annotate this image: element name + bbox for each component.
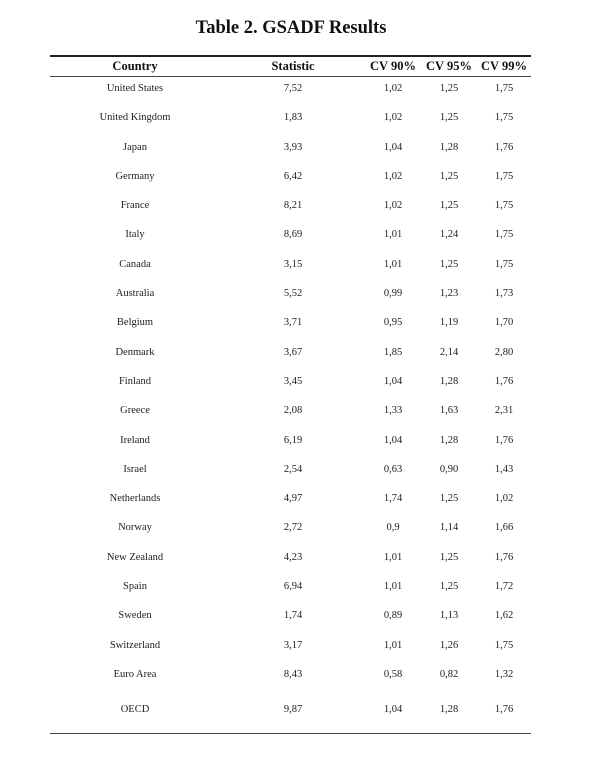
cell-country: Greece — [120, 405, 150, 417]
cell-cv95: 1,24 — [439, 229, 459, 241]
cell-statistic: 9,87 — [283, 704, 303, 716]
cell-cv95: 1,28 — [439, 704, 459, 716]
table-row — [0, 581, 607, 610]
cell-cv90: 1,02 — [383, 112, 403, 124]
table-row — [0, 435, 607, 464]
cell-cv95: 1,25 — [439, 112, 459, 124]
table-row — [0, 640, 607, 669]
cell-country: Spain — [123, 581, 147, 593]
cell-cv99: 1,75 — [494, 83, 514, 94]
cell-cv99: 1,76 — [494, 434, 514, 446]
cell-cv90: 1,02 — [383, 170, 403, 182]
cell-statistic: 8,69 — [283, 229, 303, 241]
cell-cv95: 1,25 — [439, 258, 459, 270]
cell-country: United States — [106, 83, 164, 94]
cell-cv90: 1,01 — [383, 258, 403, 270]
cell-cv99: 1,76 — [494, 551, 514, 563]
cell-country: Belgium — [116, 317, 154, 329]
header-cv90: CV 90% — [370, 59, 416, 73]
cell-country: France — [120, 200, 150, 212]
cell-country: Ireland — [120, 434, 150, 446]
cell-cv90: 1,02 — [383, 200, 403, 212]
cell-cv90: 1,01 — [383, 229, 403, 241]
cell-cv95: 1,63 — [439, 405, 459, 417]
cell-country: Sweden — [118, 610, 152, 622]
cell-cv95: 1,25 — [439, 200, 459, 212]
cell-statistic: 1,74 — [283, 610, 303, 622]
table-row — [0, 704, 607, 733]
cell-cv90: 1,04 — [383, 434, 403, 446]
cell-cv90: 0,9 — [386, 522, 400, 534]
cell-cv99: 1,76 — [494, 375, 514, 387]
cell-cv95: 1,28 — [439, 375, 459, 387]
cell-statistic: 1,83 — [283, 112, 303, 124]
cell-statistic: 3,17 — [283, 639, 303, 651]
cell-statistic: 3,93 — [283, 141, 303, 153]
table-row — [0, 405, 607, 434]
table-header — [0, 59, 607, 75]
cell-statistic: 2,08 — [283, 405, 303, 417]
cell-statistic: 8,43 — [283, 668, 303, 680]
table-row — [0, 610, 607, 639]
table-row — [0, 259, 607, 288]
table-row — [0, 522, 607, 551]
cell-cv90: 1,04 — [383, 141, 403, 153]
cell-country: New Zealand — [106, 551, 164, 563]
cell-country: Australia — [115, 288, 155, 300]
cell-country: Norway — [118, 522, 152, 534]
cell-country: Italy — [125, 229, 145, 241]
table-row — [0, 493, 607, 522]
cell-cv99: 1,70 — [494, 317, 514, 329]
cell-cv95: 1,28 — [439, 434, 459, 446]
table-row — [0, 464, 607, 493]
cell-cv95: 1,14 — [439, 522, 459, 534]
cell-cv99: 2,31 — [494, 405, 514, 417]
cell-cv90: 1,01 — [383, 551, 403, 563]
cell-statistic: 6,42 — [283, 170, 303, 182]
cell-cv99: 1,66 — [494, 522, 514, 534]
cell-cv99: 1,75 — [494, 200, 514, 212]
header-rule — [50, 76, 531, 77]
table-row — [0, 347, 607, 376]
cell-country: Israel — [123, 463, 147, 475]
table-row — [0, 288, 607, 317]
cell-statistic: 4,23 — [283, 551, 303, 563]
table-row — [0, 552, 607, 581]
cell-statistic: 3,15 — [283, 258, 303, 270]
cell-cv90: 1,74 — [383, 493, 403, 505]
table-row — [0, 171, 607, 200]
cell-cv90: 1,04 — [383, 704, 403, 716]
header-cv99: CV 99% — [481, 59, 527, 73]
cell-cv95: 0,82 — [439, 668, 459, 680]
cell-cv95: 1,25 — [439, 83, 459, 94]
cell-statistic: 3,71 — [283, 317, 303, 329]
header-country: Country — [112, 59, 158, 73]
cell-cv90: 0,89 — [383, 610, 403, 622]
cell-cv90: 1,33 — [383, 405, 403, 417]
cell-country: Denmark — [115, 346, 155, 358]
cell-cv99: 1,75 — [494, 639, 514, 651]
cell-statistic: 2,54 — [283, 463, 303, 475]
cell-statistic: 7,52 — [283, 83, 303, 94]
bottom-rule — [50, 733, 531, 734]
cell-country: United Kingdom — [99, 112, 171, 124]
cell-cv99: 1,75 — [494, 229, 514, 241]
cell-cv99: 1,02 — [494, 493, 514, 505]
cell-cv99: 1,32 — [494, 668, 514, 680]
cell-statistic: 8,21 — [283, 200, 303, 212]
cell-cv95: 1,25 — [439, 170, 459, 182]
cell-cv95: 1,26 — [439, 639, 459, 651]
header-statistic: Statistic — [271, 59, 315, 73]
cell-country: Finland — [118, 375, 152, 387]
cell-country: Germany — [115, 170, 155, 182]
cell-cv90: 1,01 — [383, 639, 403, 651]
cell-cv90: 1,02 — [383, 83, 403, 94]
cell-statistic: 3,67 — [283, 346, 303, 358]
cell-cv99: 1,76 — [494, 704, 514, 716]
table-row — [0, 669, 607, 698]
cell-cv90: 0,99 — [383, 288, 403, 300]
cell-cv95: 1,28 — [439, 141, 459, 153]
cell-statistic: 4,97 — [283, 493, 303, 505]
cell-cv95: 2,14 — [439, 346, 459, 358]
cell-cv99: 1,43 — [494, 463, 514, 475]
cell-statistic: 6,19 — [283, 434, 303, 446]
cell-country: Netherlands — [109, 493, 161, 505]
cell-country: Canada — [119, 258, 151, 270]
cell-statistic: 5,52 — [283, 288, 303, 300]
table-row — [0, 142, 607, 171]
cell-country: Euro Area — [113, 668, 157, 680]
cell-cv95: 1,23 — [439, 288, 459, 300]
cell-cv90: 1,85 — [383, 346, 403, 358]
cell-cv95: 0,90 — [439, 463, 459, 475]
cell-cv99: 1,62 — [494, 610, 514, 622]
table-row — [0, 229, 607, 258]
table-row — [0, 376, 607, 405]
cell-cv99: 1,76 — [494, 141, 514, 153]
cell-cv95: 1,25 — [439, 551, 459, 563]
cell-statistic: 3,45 — [283, 375, 303, 387]
table-row — [0, 200, 607, 229]
cell-statistic: 6,94 — [283, 581, 303, 593]
cell-country: OECD — [120, 704, 150, 716]
cell-cv90: 1,04 — [383, 375, 403, 387]
table-title: Table 2. GSADF Results — [195, 18, 387, 38]
cell-cv99: 1,75 — [494, 112, 514, 124]
cell-cv90: 0,63 — [383, 463, 403, 475]
cell-cv95: 1,13 — [439, 610, 459, 622]
cell-cv90: 1,01 — [383, 581, 403, 593]
table-row — [0, 317, 607, 346]
cell-cv90: 0,95 — [383, 317, 403, 329]
cell-cv99: 1,72 — [494, 581, 514, 593]
top-rule — [50, 55, 531, 57]
table-row — [0, 83, 607, 112]
cell-country: Japan — [123, 141, 147, 153]
cell-cv99: 1,75 — [494, 170, 514, 182]
cell-cv99: 2,80 — [494, 346, 514, 358]
table-row — [0, 112, 607, 141]
cell-cv90: 0,58 — [383, 668, 403, 680]
cell-cv99: 1,75 — [494, 258, 514, 270]
cell-country: Switzerland — [109, 639, 161, 651]
cell-cv95: 1,25 — [439, 581, 459, 593]
cell-statistic: 2,72 — [283, 522, 303, 534]
table-body — [0, 83, 607, 734]
cell-cv95: 1,25 — [439, 493, 459, 505]
cell-cv99: 1,73 — [494, 288, 514, 300]
header-cv95: CV 95% — [426, 59, 472, 73]
cell-cv95: 1,19 — [439, 317, 459, 329]
